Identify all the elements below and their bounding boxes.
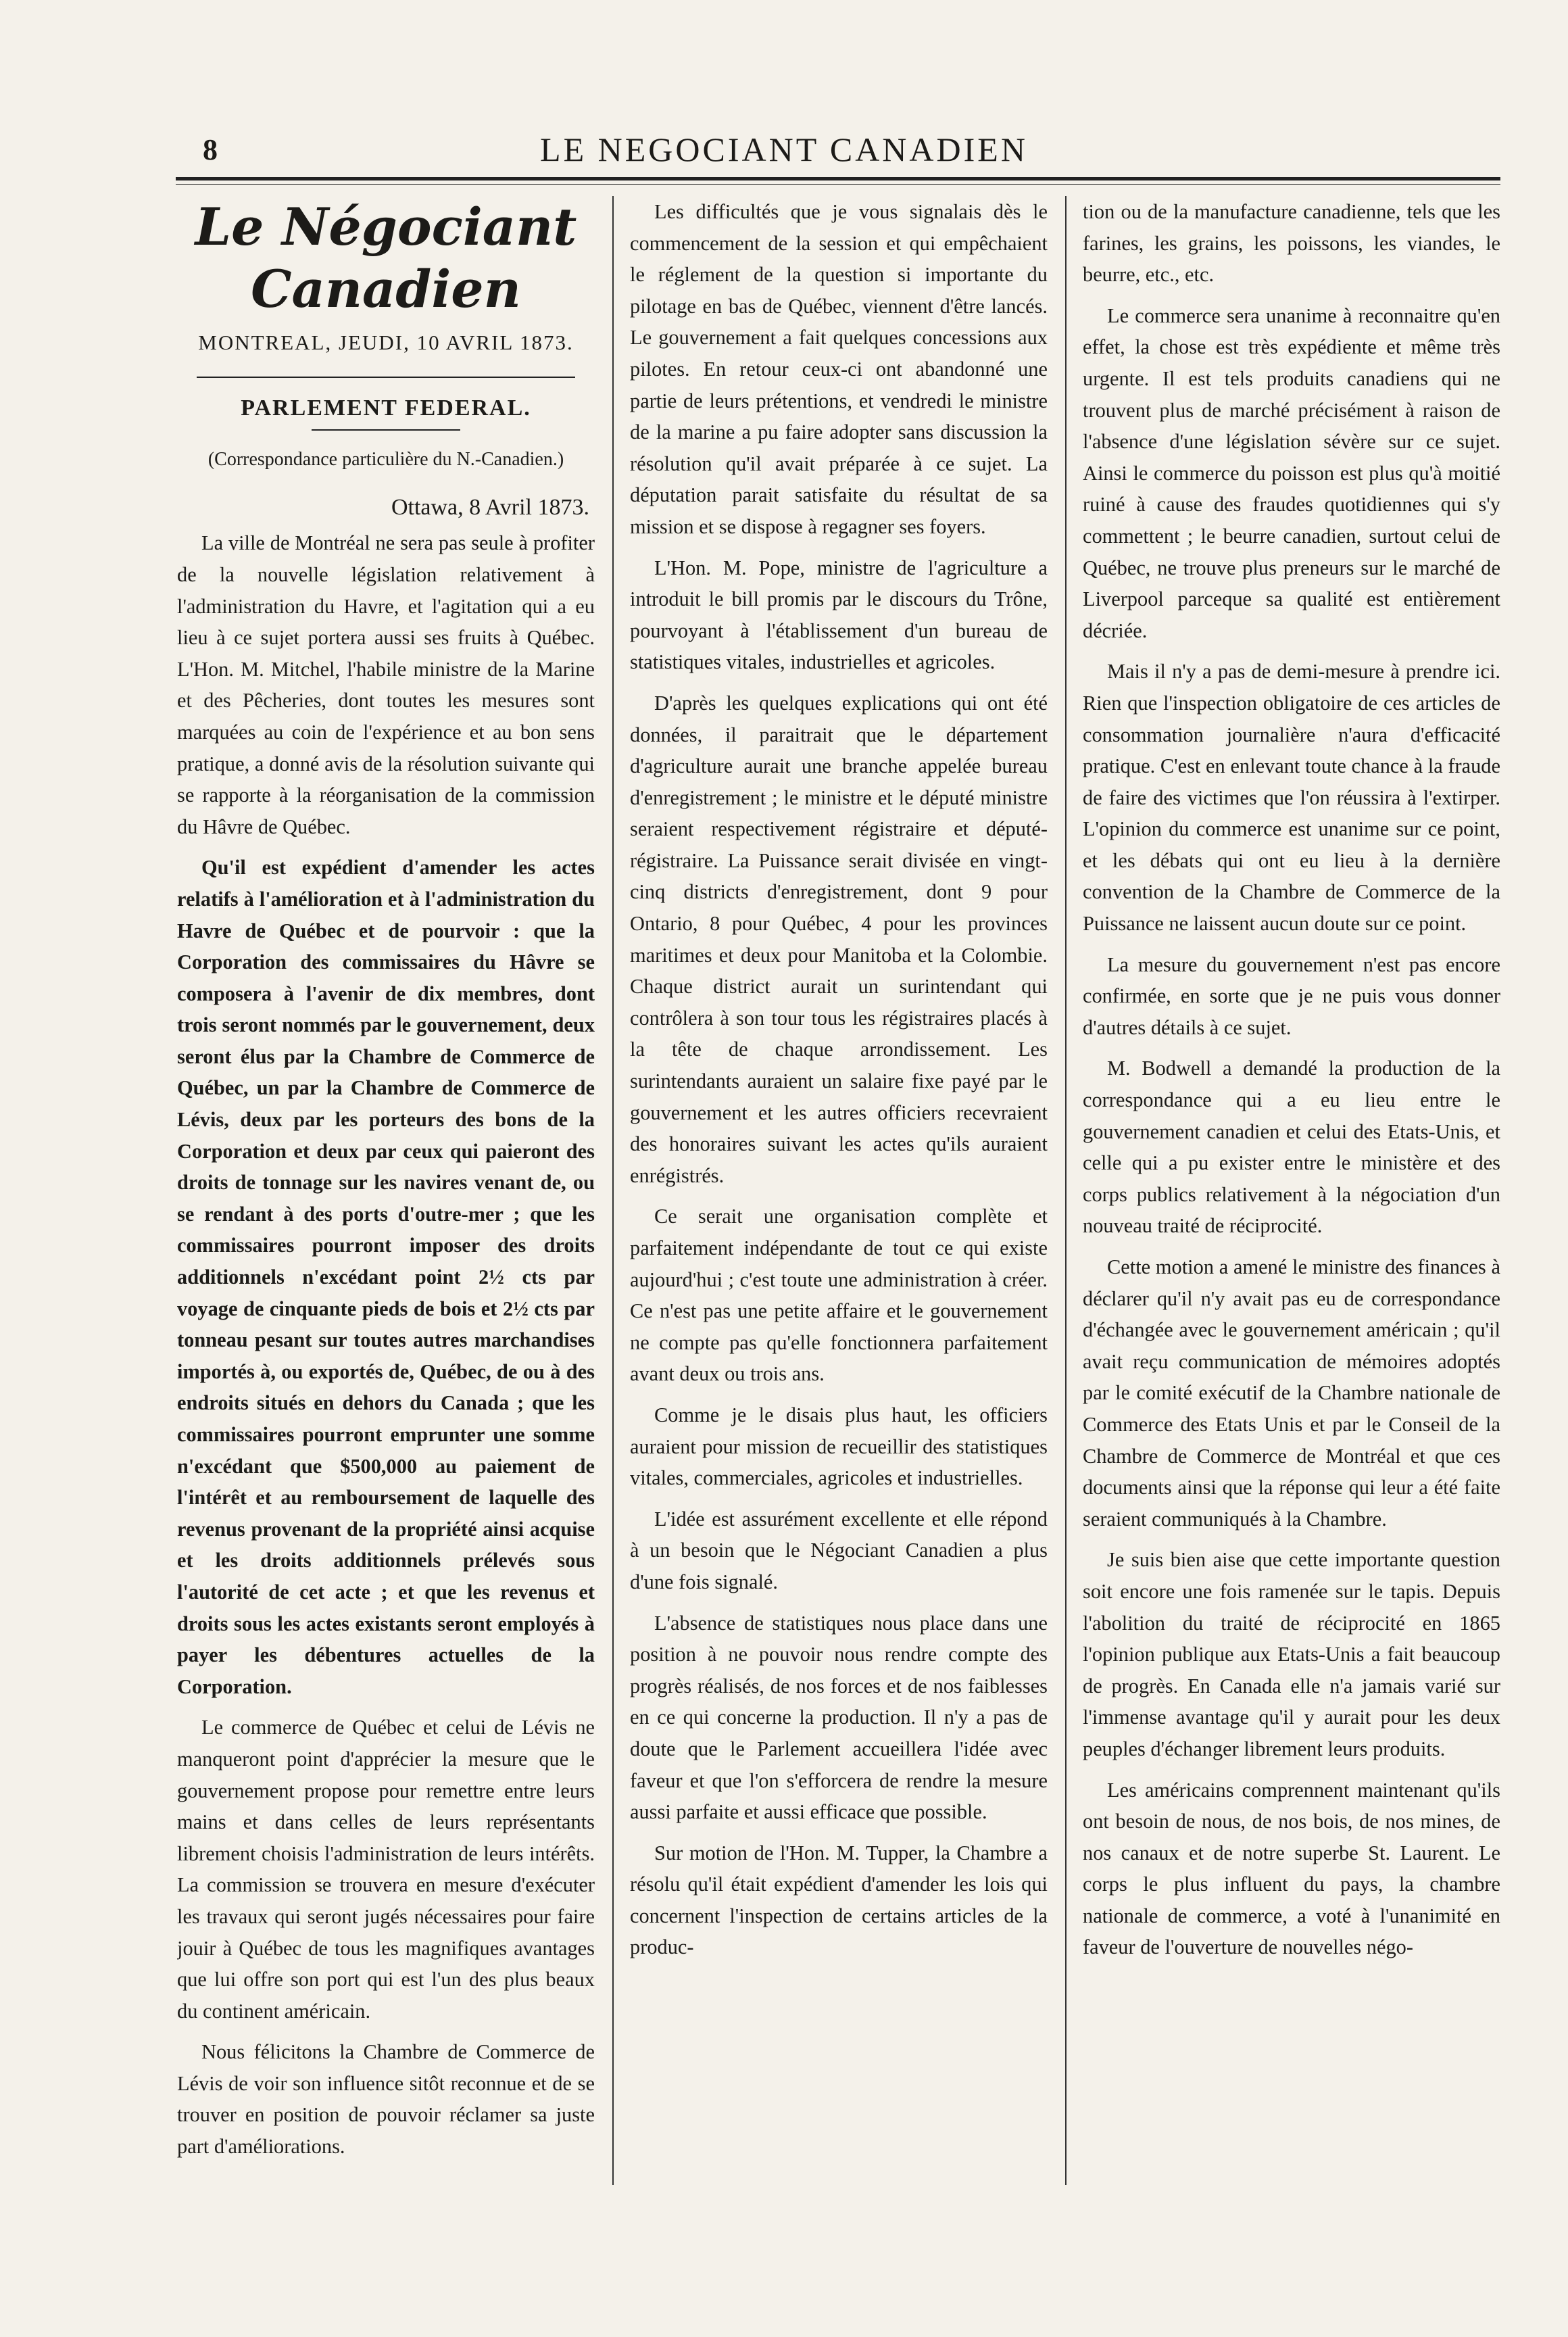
paragraph: Cette motion a amené le ministre des finances à déclarer qu'il n'y avait pas eu de correspondance d'échangée avec le gouvernement américain ; qu'il avait reçu communication de mémoires adoptés par le comité exécutif de la Chambre nationale de Commerce des Etats Unis et par le Conseil de la Chambre de Commerce de Montréal et que ces documents ainsi que la réponse qui leur a été faite seraient communiqués à la Chambre. bbox=[1083, 1255, 1500, 1531]
paragraph: L'idée est assurément excellente et elle répond à un besoin que le Négociant Canadien a plus d'une fois signalé. bbox=[630, 1507, 1048, 1593]
paragraph: La ville de Montréal ne sera pas seule à profiter de la nouvelle législation relativement à l'administration du Havre, et l'agitation qui a eu lieu à ce sujet portera aussi ses fruits à Québec. L'Hon. M. Mitchel, l'habile ministre de la Marine et des Pêcheries, dont toutes les mesures sont marquées au coin de l'expérience et au bon sens pratique, a donné avis de la résolution suivante qui se rapporte à la réorganisation de la commission du Hâvre de Québec. bbox=[177, 531, 595, 838]
paragraph: Les américains comprennent maintenant qu'ils ont besoin de nous, de nos bois, de nos mines, de nos canaux et de notre superbe St. Laurent. Le corps le plus influent du pays, la chambre nationale de commerce, a voté à l'unanimité en faveur de l'ouverture de nouvelles négo- bbox=[1083, 1778, 1500, 1959]
column-3 bbox=[1083, 196, 1500, 2185]
dateline: MONTREAL, JEUDI, 10 AVRIL 1873. bbox=[198, 331, 574, 354]
section-title: PARLEMENT FEDERAL. bbox=[241, 395, 531, 420]
paragraph: L'Hon. M. Pope, ministre de l'agriculture a introduit le bill promis par le discours du Trône, pourvoyant à l'établissement d'un bureau de statistiques vitales, industrielles et agricoles. bbox=[630, 556, 1048, 674]
paragraph: Ce serait une organisation complète et parfaitement indépendante de tout ce qui existe aujourd'hui ; c'est toute une administration à créer. Ce n'est pas une petite affaire et le gouvernement ne compte pas qu'elle fonctionnera parfaitement avant deux ou trois ans. bbox=[630, 1205, 1048, 1386]
paragraph: Comme je le disais plus haut, les officiers auraient pour mission de recueillir des statistiques vitales, commerciales, agricoles et industrielles. bbox=[630, 1403, 1048, 1490]
column-1 bbox=[177, 196, 595, 2185]
page-number: 8 bbox=[203, 133, 218, 166]
correspondence-note: (Correspondance particulière du N.-Canadien.) bbox=[207, 449, 564, 471]
column-rule bbox=[612, 196, 614, 2185]
paragraph: Le commerce de Québec et celui de Lévis ne manqueront point d'apprécier la mesure que le gouvernement propose pour remettre entre leurs mains et dans celles de leurs représentants librement choisis l'administration de leurs intérêts. La commission se trouvera en mesure d'exécuter les travaux qui seront jugés nécessaires pour faire jouir à Québec de tous les magnifiques avantages que lui offre son port qui est l'un des plus beaux du continent américain. bbox=[177, 1716, 595, 2023]
masthead-title: Le Négociant Canadien bbox=[195, 197, 577, 319]
paragraph: tion ou de la manufacture canadienne, tels que les farines, les grains, les poissons, les viandes, le beurre, etc., etc. bbox=[1083, 200, 1500, 287]
paragraph: M. Bodwell a demandé la production de la correspondance qui a eu lieu entre le gouvernement canadien et celui des Etats-Unis, et celle qui a pu exister entre le ministère et des corps publics relativement à la négociation d'un nouveau traité de réciprocité. bbox=[1083, 1057, 1500, 1238]
resolution-paragraph: Qu'il est expédient d'amender les actes relatifs à l'amélioration et à l'administration du Havre de Québec et de pourvoir : que la Corporation des commissaires du Hâvre se composera à l'avenir de dix membres, dont trois seront nommés par le gouvernement, deux seront élus par la Chambre de Commerce de Québec, un par la Chambre de Commerce de Lévis, deux par les porteurs des bons de la Corporation et deux par ceux qui paieront des droits de tonnage sur les navires venant de, ou se rendant à des ports d'outre-mer ; que les commissaires pourront imposer des droits additionnels n'excédant point 2½ cts par voyage de cinquante pieds de bois et 2½ cts par tonneau pesant sur toutes autres marchandises importés à, ou exportés de, Québec, de ou à des endroits situés en dehors du Canada ; que les commissaires pourront emprunter une somme n'excédant que $500,000 au paiement de l'intérêt et au remboursement de laquelle des revenus provenant de la propriété ainsi acquise et les droits additionnels prélevés sous l'autorité de cet acte ; et que les revenus et droits sous les actes existants seront employés à payer les débentures actuelles de la Corporation. bbox=[177, 856, 595, 1698]
divider bbox=[197, 377, 575, 378]
column-rule bbox=[1065, 196, 1067, 2185]
divider bbox=[312, 429, 460, 431]
paragraph: Le commerce sera unanime à reconnaitre qu'en effet, la chose est très expédiente et même très urgente. Il est tels produits canadiens qui ne trouvent plus de marché précisément à raison de l'absence d'une législation sévère sur ce sujet. Ainsi le commerce du poisson est plus qu'à moitié ruiné à cause des fraudes quotidiennes qui s'y commettent ; le beurre canadien, surtout celui de Québec, ne trouve plus preneurs sur le marché de Liverpool parceque sa qualité est entièrement décriée. bbox=[1083, 304, 1500, 642]
paragraph: La mesure du gouvernement n'est pas encore confirmée, en sorte que je ne puis vous donner d'autres détails à ce sujet. bbox=[1083, 953, 1500, 1039]
paragraph: L'absence de statistiques nous place dans une position à ne pouvoir nous rendre compte des progrès réalisés, de nos forces et de nos faiblesses en ce qui concerne la production. Il n'y a pas de doute que le Parlement accueillera l'idée avec faveur et que l'on s'efforcera de rendre la mesure aussi parfaite et aussi efficace que possible. bbox=[630, 1611, 1048, 1824]
paragraph: D'après les quelques explications qui ont été données, il paraitrait que le département d'agriculture aurait une branche appelée bureau d'enregistrement ; le ministre et le député ministre seraient respectivement régistraire et député-régistraire. La Puissance serait divisée en vingt-cinq districts d'enregistrement, dont 9 pour Ontario, 8 pour Québec, 4 pour les provinces maritimes et deux pour Manitoba et la Colombie. Chaque district aurait un surintendant qui contrôlera à son tour tous les régistraires placés à la tête de chaque arrondissement. Les surintendants auraient un salaire fixe payé par le gouvernement et les autres officiers recevraient des honoraires suivant les actes qu'ils auraient enrégistrés. bbox=[630, 691, 1048, 1187]
running-title: LE NEGOCIANT CANADIEN bbox=[540, 130, 1028, 168]
place-date: Ottawa, 8 Avril 1873. bbox=[391, 494, 589, 520]
paragraph: Nous félicitons la Chambre de Commerce de Lévis de voir son influence sitôt reconnue et de se trouver en position de pouvoir réclamer sa juste part d'améliorations. bbox=[177, 2040, 595, 2159]
paragraph: Sur motion de l'Hon. M. Tupper, la Chambre a résolu qu'il était expédient d'amender les lois qui concernent l'inspection de certains articles de la produc- bbox=[630, 1841, 1048, 1959]
column-2 bbox=[630, 196, 1048, 2185]
paragraph: Mais il n'y a pas de demi-mesure à prendre ici. Rien que l'inspection obligatoire de ces articles de consommation journalière n'aura d'efficacité pratique. C'est en enlevant toute chance à la fraude de faire des victimes que l'on réussira à l'extirper. L'opinion du commerce est unanime sur ce point, et les débats qui ont eu lieu à la dernière convention de la Chambre de Commerce de la Puissance ne laissent aucun doute sur ce point. bbox=[1083, 660, 1500, 936]
paragraph: Les difficultés que je vous signalais dès le commencement de la session et qui empêchaient le réglement de la question si importante du pilotage en bas de Québec, viennent d'être lancés. Le gouvernement a fait quelques concessions aux pilotes. En retour ceux-ci ont abandonné une partie de leurs prétentions, et vendredi le ministre de la marine a pu faire adopter sans discussion la résolution qu'il avait préparée à ce sujet. La députation parait satisfaite du résultat de sa mission et se dispose à regagner ses foyers. bbox=[630, 200, 1048, 538]
paragraph: Je suis bien aise que cette importante question soit encore une fois ramenée sur le tapis. Depuis l'abolition du traité de réciprocité en 1865 l'opinion publique aux Etats-Unis a fait beaucoup de progrès. En Canada elle n'a jamais varié sur l'immense avantage qu'il y aurait pour les deux peuples d'échanger librement leurs produits. bbox=[1083, 1548, 1500, 1760]
header-rule bbox=[176, 177, 1500, 185]
